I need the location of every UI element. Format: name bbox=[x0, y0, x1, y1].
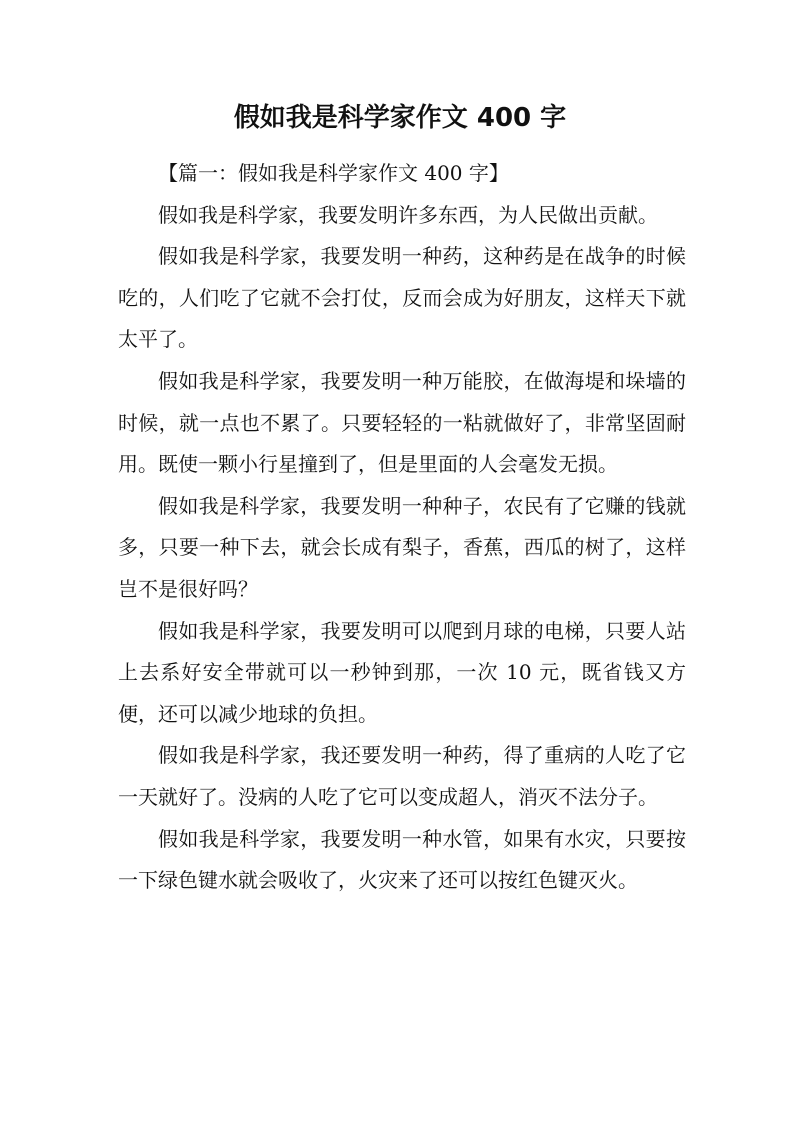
paragraph: 假如我是科学家，我要发明一种药，这种药是在战争的时候吃的，人们吃了它就不会打仗，反而会成为好朋友，这样天下就太平了。 bbox=[118, 244, 686, 352]
paragraph: 假如我是科学家，我要发明一种种子，农民有了它赚的钱就多，只要一种下去，就会长成有梨子，香蕉，西瓜的树了，这样岂不是很好吗？ bbox=[118, 493, 686, 601]
paragraph: 假如我是科学家，我要发明一种水管，如果有水灾，只要按一下绿色键水就会吸收了，火灾来了还可以按红色键灭火。 bbox=[118, 826, 686, 893]
paragraph: 假如我是科学家，我要发明可以爬到月球的电梯，只要人站上去系好安全带就可以一秒钟到那，一次 10 元，既省钱又方便，还可以减少地球的负担。 bbox=[118, 618, 686, 726]
paragraph: 假如我是科学家，我还要发明一种药，得了重病的人吃了它一天就好了。没病的人吃了它可以变成超人，消灭不法分子。 bbox=[118, 743, 686, 809]
paragraph: 假如我是科学家，我要发明许多东西，为人民做出贡献。 bbox=[158, 202, 658, 227]
document-title: 假如我是科学家作文 400 字 bbox=[233, 103, 567, 133]
section-heading: 【篇一：假如我是科学家作文 400 字】 bbox=[158, 161, 509, 185]
paragraph: 假如我是科学家，我要发明一种万能胶，在做海堤和垛墙的时候，就一点也不累了。只要轻轻的一粘就做好了，非常坚固耐用。既使一颗小行星撞到了，但是里面的人会毫发无损。 bbox=[118, 368, 686, 477]
document-body bbox=[118, 153, 686, 902]
